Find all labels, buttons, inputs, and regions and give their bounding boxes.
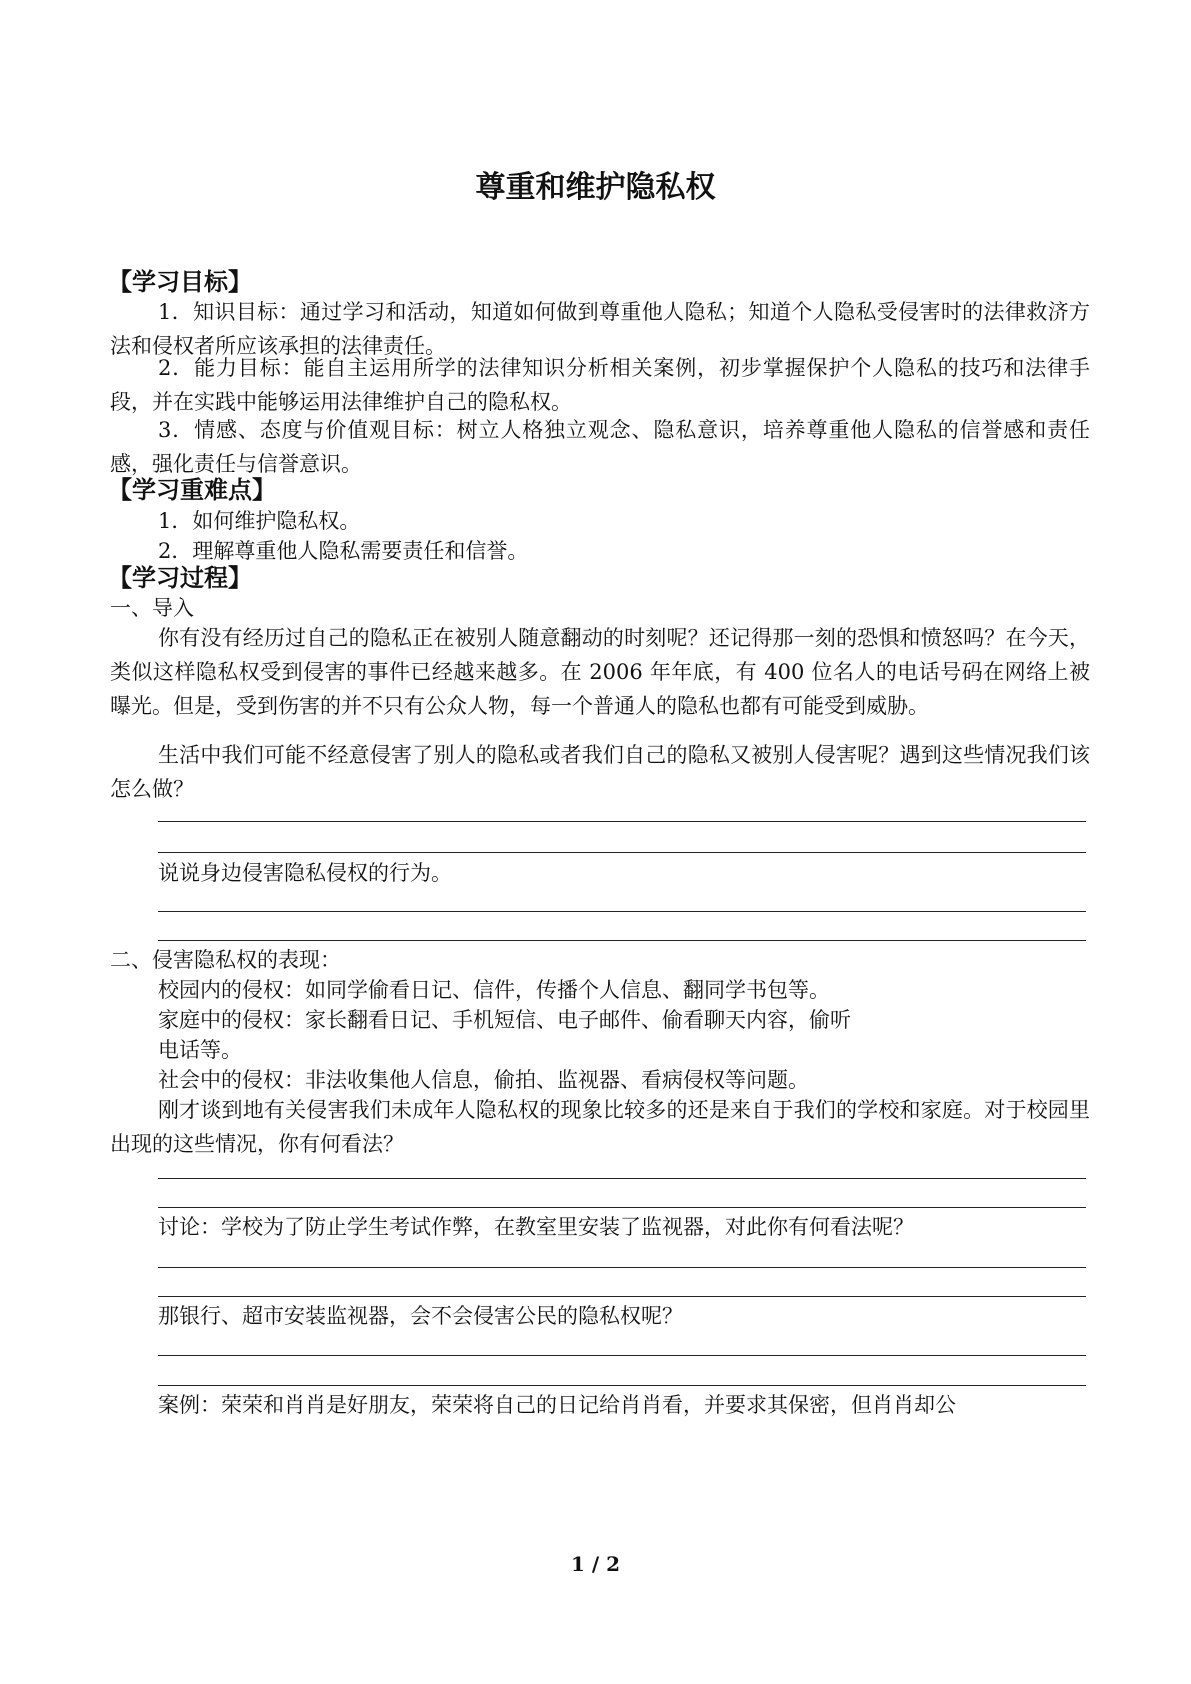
section2-paragraph: 刚才谈到地有关侵害我们未成年人隐私权的现象比较多的还是来自于我们的学校和家庭。对于校园里出现的这些情况，你有何看法？ xyxy=(110,1098,1090,1156)
prompt-text: 说说身边侵害隐私侵权的行为。 xyxy=(158,861,452,885)
campus-infringement: 校园内的侵权：如同学偷看日记、信件，传播个人信息、翻同学书包等。 xyxy=(158,978,830,1002)
answer-line[interactable] xyxy=(158,911,1086,912)
intro-question: 生活中我们可能不经意侵害了别人的隐私或者我们自己的隐私又被别人侵害呢？遇到这些情况我们该怎么做？ xyxy=(110,743,1090,801)
answer-line[interactable] xyxy=(158,940,1086,941)
answer-line[interactable] xyxy=(158,1178,1086,1179)
answer-line[interactable] xyxy=(158,1207,1086,1208)
process-heading: 【学习过程】 xyxy=(108,564,252,592)
page-number: 1 / 2 xyxy=(570,1552,621,1576)
answer-line[interactable] xyxy=(158,1296,1086,1297)
section2-heading: 二、侵害隐私权的表现： xyxy=(110,948,341,972)
answer-line[interactable] xyxy=(158,1355,1086,1356)
answer-line[interactable] xyxy=(158,821,1086,822)
objectives-heading: 【学习目标】 xyxy=(108,268,252,296)
discussion-text: 讨论：学校为了防止学生考试作弊，在教室里安装了监视器，对此你有何看法呢？ xyxy=(158,1215,914,1239)
objective-item: 3．情感、态度与价值观目标：树立人格独立观念、隐私意识，培养尊重他人隐私的信誉感和责任感，强化责任与信誉意识。 xyxy=(110,418,1090,476)
key-points-heading: 【学习重难点】 xyxy=(108,476,276,504)
answer-line[interactable] xyxy=(158,1385,1086,1386)
objective-item: 2．能力目标：能自主运用所学的法律知识分析相关案例，初步掌握保护个人隐私的技巧和法律手段，并在实践中能够运用法律维护自己的隐私权。 xyxy=(110,356,1090,414)
section1-heading: 一、导入 xyxy=(110,596,194,620)
family-infringement: 家庭中的侵权：家长翻看日记、手机短信、电子邮件、偷看聊天内容，偷听 xyxy=(158,1008,851,1032)
intro-paragraph: 你有没有经历过自己的隐私正在被别人随意翻动的时刻呢？还记得那一刻的恐惧和愤怒吗？在今天，类似这样隐私权受到侵害的事件已经越来越多。在 2006 年年底，有 400 位名人的电话号码在网络上被曝光。但是，受到伤害的并不只有公众人物，每一个普通人的隐私也都有可能受到威胁。 xyxy=(110,626,1090,718)
society-infringement: 社会中的侵权：非法收集他人信息，偷拍、监视器、看病侵权等问题。 xyxy=(158,1068,809,1092)
question-text: 那银行、超市安装监视器，会不会侵害公民的隐私权呢？ xyxy=(158,1304,683,1328)
key-point-item: 1．如何维护隐私权。 xyxy=(158,509,361,533)
key-point-item: 2．理解尊重他人隐私需要责任和信誉。 xyxy=(158,539,529,563)
case-text: 案例：荣荣和肖肖是好朋友，荣荣将自己的日记给肖肖看，并要求其保密，但肖肖却公 xyxy=(158,1393,956,1417)
answer-line[interactable] xyxy=(158,1267,1086,1268)
objective-item: 1．知识目标：通过学习和活动，知道如何做到尊重他人隐私；知道个人隐私受侵害时的法律救济方法和侵权者所应该承担的法律责任。 xyxy=(110,300,1090,358)
page-title: 尊重和维护隐私权 xyxy=(475,170,716,205)
family-infringement-cont: 电话等。 xyxy=(158,1038,242,1062)
answer-line[interactable] xyxy=(158,852,1086,853)
